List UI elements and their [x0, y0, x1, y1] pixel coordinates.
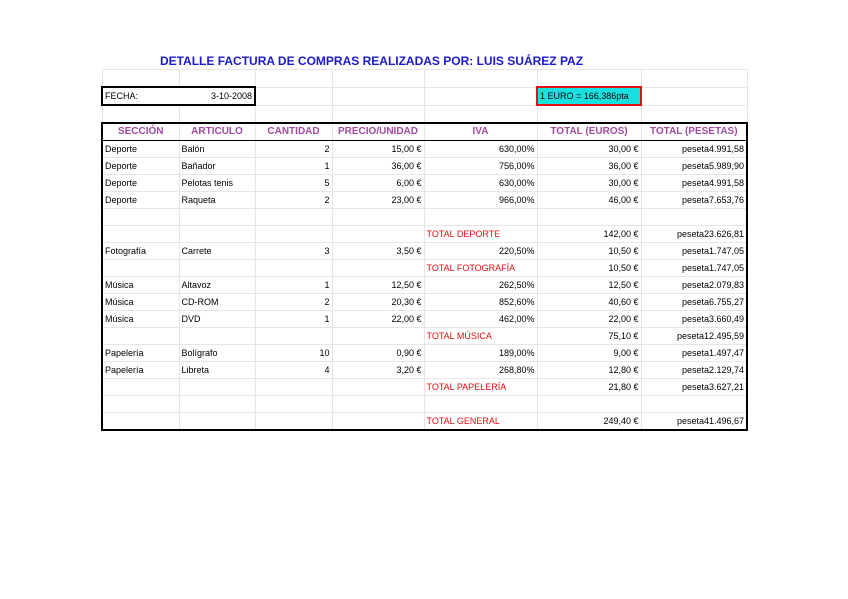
empty-cell[interactable] [537, 209, 641, 226]
empty-cell[interactable] [332, 226, 424, 243]
cantidad-cell[interactable]: 4 [255, 362, 332, 379]
seccion-cell[interactable]: Deporte [102, 192, 179, 209]
invoice-table [101, 53, 748, 431]
total-pesetas-cell[interactable]: peseta2.129,74 [641, 362, 747, 379]
subtotal-euros[interactable]: 21,80 € [537, 379, 641, 396]
seccion-cell[interactable]: Fotografía [102, 243, 179, 260]
articulo-cell[interactable]: Altavoz [179, 277, 255, 294]
subtotal-label[interactable]: TOTAL GENERAL [424, 413, 537, 431]
subtotal-euros[interactable]: 75,10 € [537, 328, 641, 345]
subtotal-label[interactable]: TOTAL FOTOGRAFÍA [424, 260, 537, 277]
empty-cell[interactable] [102, 396, 179, 413]
empty-cell[interactable] [424, 209, 537, 226]
precio-cell[interactable]: 0,90 € [332, 345, 424, 362]
cantidad-cell[interactable]: 5 [255, 175, 332, 192]
empty-cell[interactable] [537, 396, 641, 413]
subtotal-euros[interactable]: 249,40 € [537, 413, 641, 431]
total-pesetas-cell[interactable]: peseta4.991,58 [641, 141, 747, 158]
empty-cell[interactable] [332, 209, 424, 226]
subtotal-pesetas[interactable]: peseta3.627,21 [641, 379, 747, 396]
table-row [102, 192, 747, 209]
subtotal-euros[interactable]: 10,50 € [537, 260, 641, 277]
total-pesetas-cell[interactable]: peseta3.660,49 [641, 311, 747, 328]
empty-cell[interactable] [179, 413, 255, 431]
header-articulo: ARTICULO [179, 123, 255, 141]
precio-cell[interactable]: 20,30 € [332, 294, 424, 311]
precio-cell[interactable]: 36,00 € [332, 158, 424, 175]
seccion-cell[interactable]: Música [102, 294, 179, 311]
precio-cell[interactable]: 6,00 € [332, 175, 424, 192]
empty-cell[interactable] [102, 379, 179, 396]
iva-cell[interactable]: 462,00% [424, 311, 537, 328]
empty-cell[interactable] [332, 396, 424, 413]
total-pesetas-cell[interactable]: peseta7.653,76 [641, 192, 747, 209]
total-pesetas-cell[interactable]: peseta5.989,90 [641, 158, 747, 175]
cantidad-cell[interactable]: 1 [255, 311, 332, 328]
subtotal-row [102, 379, 747, 396]
total-euros-cell[interactable]: 40,60 € [537, 294, 641, 311]
subtotal-pesetas[interactable]: peseta41.496,67 [641, 413, 747, 431]
invoice-sheet [101, 53, 748, 431]
header-row [102, 123, 747, 141]
seccion-cell[interactable]: Música [102, 277, 179, 294]
iva-cell[interactable]: 189,00% [424, 345, 537, 362]
precio-cell[interactable]: 23,00 € [332, 192, 424, 209]
precio-cell[interactable]: 15,00 € [332, 141, 424, 158]
empty-cell[interactable] [332, 379, 424, 396]
empty-cell[interactable] [179, 226, 255, 243]
articulo-cell[interactable]: Balón [179, 141, 255, 158]
empty-cell[interactable] [255, 379, 332, 396]
subtotal-label[interactable]: TOTAL DEPORTE [424, 226, 537, 243]
empty-cell[interactable] [641, 396, 747, 413]
iva-cell[interactable]: 268,80% [424, 362, 537, 379]
subtotal-pesetas[interactable]: peseta12.495,59 [641, 328, 747, 345]
header-total-pesetas: TOTAL (PESETAS) [641, 123, 747, 141]
empty-cell[interactable] [179, 328, 255, 345]
header-iva: IVA [424, 123, 537, 141]
empty-cell[interactable] [102, 328, 179, 345]
subtotal-pesetas[interactable]: peseta23.626,81 [641, 226, 747, 243]
fecha-label: FECHA: [102, 87, 179, 105]
empty-cell[interactable] [179, 379, 255, 396]
total-euros-cell[interactable]: 9,00 € [537, 345, 641, 362]
cantidad-cell[interactable]: 2 [255, 192, 332, 209]
page-title: DETALLE FACTURA DE COMPRAS REALIZADAS POR: LUIS SUÁREZ PAZ [159, 54, 584, 68]
empty-cell[interactable] [102, 209, 179, 226]
empty-cell[interactable] [255, 413, 332, 431]
total-euros-cell[interactable]: 12,50 € [537, 277, 641, 294]
total-euros-cell[interactable]: 30,00 € [537, 175, 641, 192]
articulo-cell[interactable]: DVD [179, 311, 255, 328]
subtotal-label[interactable]: TOTAL PAPELERÍA [424, 379, 537, 396]
empty-cell[interactable] [102, 226, 179, 243]
iva-cell[interactable]: 966,00% [424, 192, 537, 209]
table-row [102, 141, 747, 158]
subtotal-row [102, 260, 747, 277]
empty-cell[interactable] [179, 209, 255, 226]
articulo-cell[interactable]: Carrete [179, 243, 255, 260]
cantidad-cell[interactable]: 10 [255, 345, 332, 362]
empty-cell[interactable] [332, 413, 424, 431]
total-euros-cell[interactable]: 46,00 € [537, 192, 641, 209]
precio-cell[interactable]: 12,50 € [332, 277, 424, 294]
empty-cell[interactable] [255, 328, 332, 345]
empty-cell[interactable] [179, 396, 255, 413]
cantidad-cell[interactable]: 1 [255, 277, 332, 294]
seccion-cell[interactable]: Deporte [102, 141, 179, 158]
total-pesetas-cell[interactable]: peseta1.497,47 [641, 345, 747, 362]
empty-cell[interactable] [255, 396, 332, 413]
empty-cell[interactable] [424, 396, 537, 413]
table-row [102, 277, 747, 294]
cantidad-cell[interactable]: 2 [255, 294, 332, 311]
table-row [102, 362, 747, 379]
exchange-rate-cell[interactable]: 1 EURO = 166,386pta [537, 87, 641, 105]
subtotal-row [102, 226, 747, 243]
seccion-cell[interactable]: Papelería [102, 362, 179, 379]
articulo-cell[interactable]: Libreta [179, 362, 255, 379]
cantidad-cell[interactable]: 1 [255, 158, 332, 175]
empty-cell[interactable] [332, 328, 424, 345]
empty-row [102, 209, 747, 226]
table-row [102, 158, 747, 175]
precio-cell[interactable]: 22,00 € [332, 311, 424, 328]
articulo-cell[interactable]: Raqueta [179, 192, 255, 209]
empty-cell[interactable] [255, 226, 332, 243]
iva-cell[interactable]: 630,00% [424, 175, 537, 192]
empty-cell[interactable] [332, 260, 424, 277]
total-euros-cell[interactable]: 36,00 € [537, 158, 641, 175]
empty-cell[interactable] [255, 260, 332, 277]
precio-cell[interactable]: 3,50 € [332, 243, 424, 260]
subtotal-row [102, 413, 747, 431]
empty-cell[interactable] [255, 209, 332, 226]
articulo-cell[interactable]: Bañador [179, 158, 255, 175]
subtotal-pesetas[interactable]: peseta1.747,05 [641, 260, 747, 277]
empty-cell[interactable] [102, 260, 179, 277]
iva-cell[interactable]: 220,50% [424, 243, 537, 260]
header-seccion: SECCIÓN [102, 123, 179, 141]
articulo-cell[interactable]: Bolígrafo [179, 345, 255, 362]
total-euros-cell[interactable]: 22,00 € [537, 311, 641, 328]
seccion-cell[interactable]: Deporte [102, 175, 179, 192]
table-row [102, 345, 747, 362]
total-pesetas-cell[interactable]: peseta1.747,05 [641, 243, 747, 260]
subtotal-euros[interactable]: 142,00 € [537, 226, 641, 243]
precio-cell[interactable]: 3,20 € [332, 362, 424, 379]
table-row [102, 243, 747, 260]
subtotal-label[interactable]: TOTAL MÚSICA [424, 328, 537, 345]
iva-cell[interactable]: 630,00% [424, 141, 537, 158]
empty-cell[interactable] [641, 209, 747, 226]
table-row [102, 311, 747, 328]
seccion-cell[interactable]: Música [102, 311, 179, 328]
empty-cell[interactable] [102, 413, 179, 431]
header-cantidad: CANTIDAD [255, 123, 332, 141]
cantidad-cell[interactable]: 3 [255, 243, 332, 260]
seccion-cell[interactable]: Deporte [102, 158, 179, 175]
total-pesetas-cell[interactable]: peseta4.991,58 [641, 175, 747, 192]
header-total-euros: TOTAL (EUROS) [537, 123, 641, 141]
table-row [102, 175, 747, 192]
subtotal-row [102, 328, 747, 345]
seccion-cell[interactable]: Papelería [102, 345, 179, 362]
cantidad-cell[interactable]: 2 [255, 141, 332, 158]
empty-row [102, 396, 747, 413]
fecha-value[interactable]: 3-10-2008 [179, 87, 255, 105]
articulo-cell[interactable]: Pelotas tenis [179, 175, 255, 192]
total-euros-cell[interactable]: 10,50 € [537, 243, 641, 260]
iva-cell[interactable]: 852,60% [424, 294, 537, 311]
header-precio: PRECIO/UNIDAD [332, 123, 424, 141]
articulo-cell[interactable]: CD-ROM [179, 294, 255, 311]
table-row [102, 294, 747, 311]
total-pesetas-cell[interactable]: peseta6.755,27 [641, 294, 747, 311]
iva-cell[interactable]: 262,50% [424, 277, 537, 294]
iva-cell[interactable]: 756,00% [424, 158, 537, 175]
empty-cell[interactable] [179, 260, 255, 277]
total-pesetas-cell[interactable]: peseta2.079,83 [641, 277, 747, 294]
total-euros-cell[interactable]: 12,80 € [537, 362, 641, 379]
total-euros-cell[interactable]: 30,00 € [537, 141, 641, 158]
